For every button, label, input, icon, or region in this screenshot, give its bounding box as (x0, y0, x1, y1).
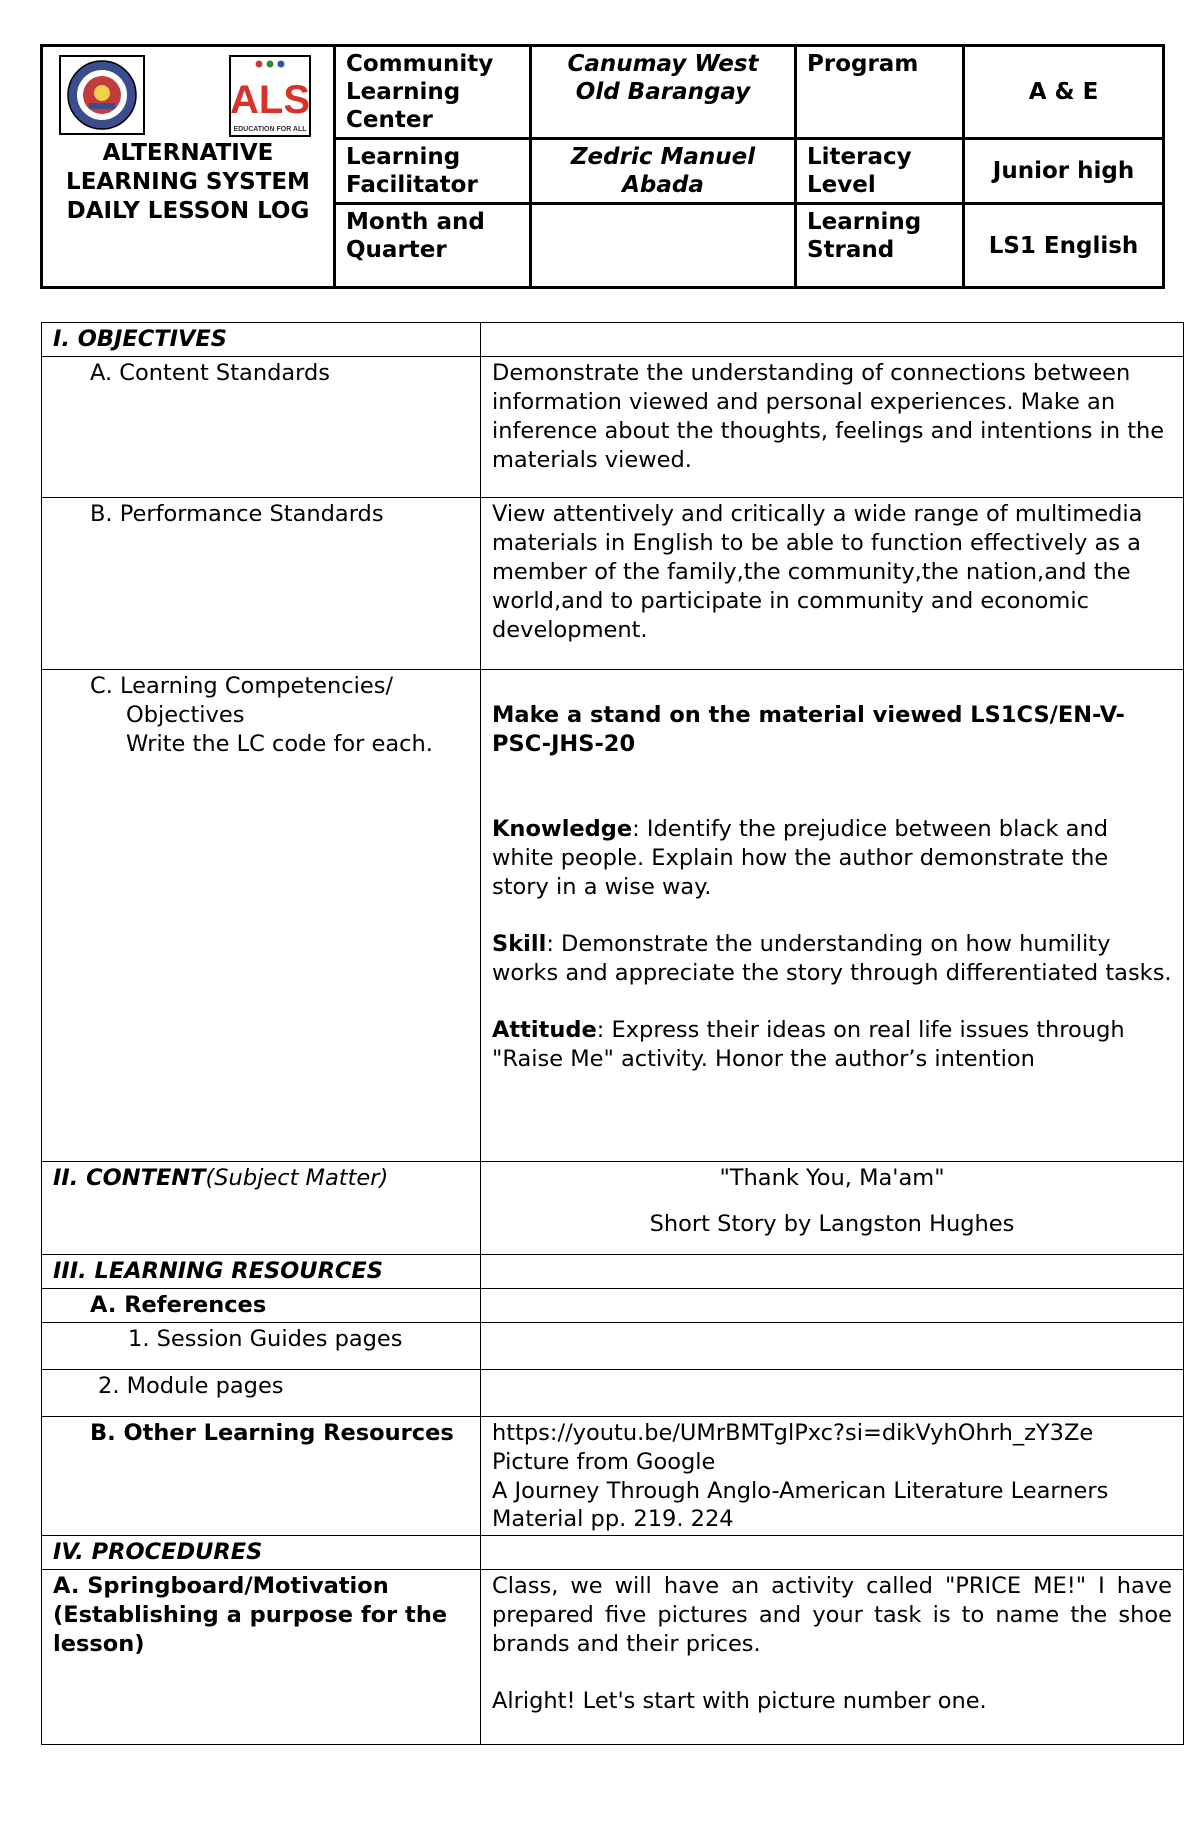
month-label: Month and Quarter (335, 204, 531, 288)
module-pages-label: 2. Module pages (42, 1370, 481, 1417)
references-label: A. References (42, 1289, 481, 1323)
content-subject (481, 1162, 1184, 1255)
lesson-log-table (41, 322, 1184, 1745)
program-label: Program (796, 46, 964, 139)
objectives-heading: I. OBJECTIVES (42, 323, 481, 357)
story-subtitle: Short Story by Langston Hughes (649, 1211, 1015, 1237)
facilitator-value: Zedric Manuel Abada (531, 139, 796, 204)
other-resources-text: https://youtu.be/UMrBMTglPxc?si=dikVyhOhrh_zY3Ze Picture from Google A Journey Through Anglo-American Literature Learners Material pp. 219. 224 (481, 1417, 1184, 1536)
competencies-text (481, 670, 1184, 1162)
clc-value: Canumay West Old Barangay (531, 46, 796, 139)
strand-label: Learning Strand (796, 204, 964, 288)
content-heading: II. CONTENT(Subject Matter) (42, 1162, 481, 1255)
attitude-objective: Attitude: Express their ideas on real life issues through "Raise Me" activity. Honor the author’s intention (492, 1017, 1125, 1072)
month-value (531, 204, 796, 288)
performance-standards-text: View attentively and critically a wide range of multimedia materials in English to be able to function effectively as a member of the family,the community,the nation,and the world,and to participate in community and economic development. (481, 498, 1184, 670)
competencies-label: C. Learning Competencies/ Objectives Write the LC code for each. (42, 670, 481, 1162)
header-table (40, 44, 1165, 289)
deped-seal-icon (59, 55, 145, 135)
content-standards-label: A. Content Standards (42, 357, 481, 498)
session-guides-label: 1. Session Guides pages (42, 1323, 481, 1370)
skill-objective: Skill: Demonstrate the understanding on how humility works and appreciate the story through differentiated tasks. (492, 931, 1172, 986)
story-title: "Thank You, Ma'am" (719, 1165, 945, 1191)
procedures-heading: IV. PROCEDURES (42, 1536, 481, 1570)
clc-label: Community Learning Center (335, 46, 531, 139)
other-resources-label: B. Other Learning Resources (42, 1417, 481, 1536)
program-value: A & E (964, 46, 1164, 139)
video-link[interactable]: https://youtu.be/UMrBMTglPxc?si=dikVyhOhrh_zY3Ze (492, 1420, 1094, 1446)
resources-heading: III. LEARNING RESOURCES (42, 1255, 481, 1289)
content-standards-text: Demonstrate the understanding of connections between information viewed and personal experiences. Make an inference about the thoughts, feelings and intentions in the materials viewed. (481, 357, 1184, 498)
strand-value: LS1 English (964, 204, 1164, 288)
facilitator-label: Learning Facilitator (335, 139, 531, 204)
springboard-text: Class, we will have an activity called "PRICE ME!" I have prepared five pictures and your task is to name the shoe brands and their prices. Alright! Let's start with picture number one. (481, 1570, 1184, 1745)
system-title: ALTERNATIVE LEARNING SYSTEM DAILY LESSON LOG (66, 140, 310, 224)
literacy-label: Literacy Level (796, 139, 964, 204)
knowledge-objective: Knowledge: Identify the prejudice between black and white people. Explain how the author demonstrate the story in a wise way. (492, 816, 1109, 900)
competency-main: Make a stand on the material viewed LS1CS/EN-V-PSC-JHS-20 (492, 702, 1125, 757)
literacy-value: Junior high (964, 139, 1164, 204)
performance-standards-label: B. Performance Standards (42, 498, 481, 670)
springboard-label: A. Springboard/Motivation (Establishing a purpose for the lesson) (42, 1570, 481, 1745)
als-logo-icon (229, 55, 311, 137)
logo-cell (42, 46, 335, 288)
svg-text:EDUCATION FOR ALL: EDUCATION FOR ALL (233, 126, 307, 133)
svg-text:ALS: ALS (230, 78, 310, 122)
